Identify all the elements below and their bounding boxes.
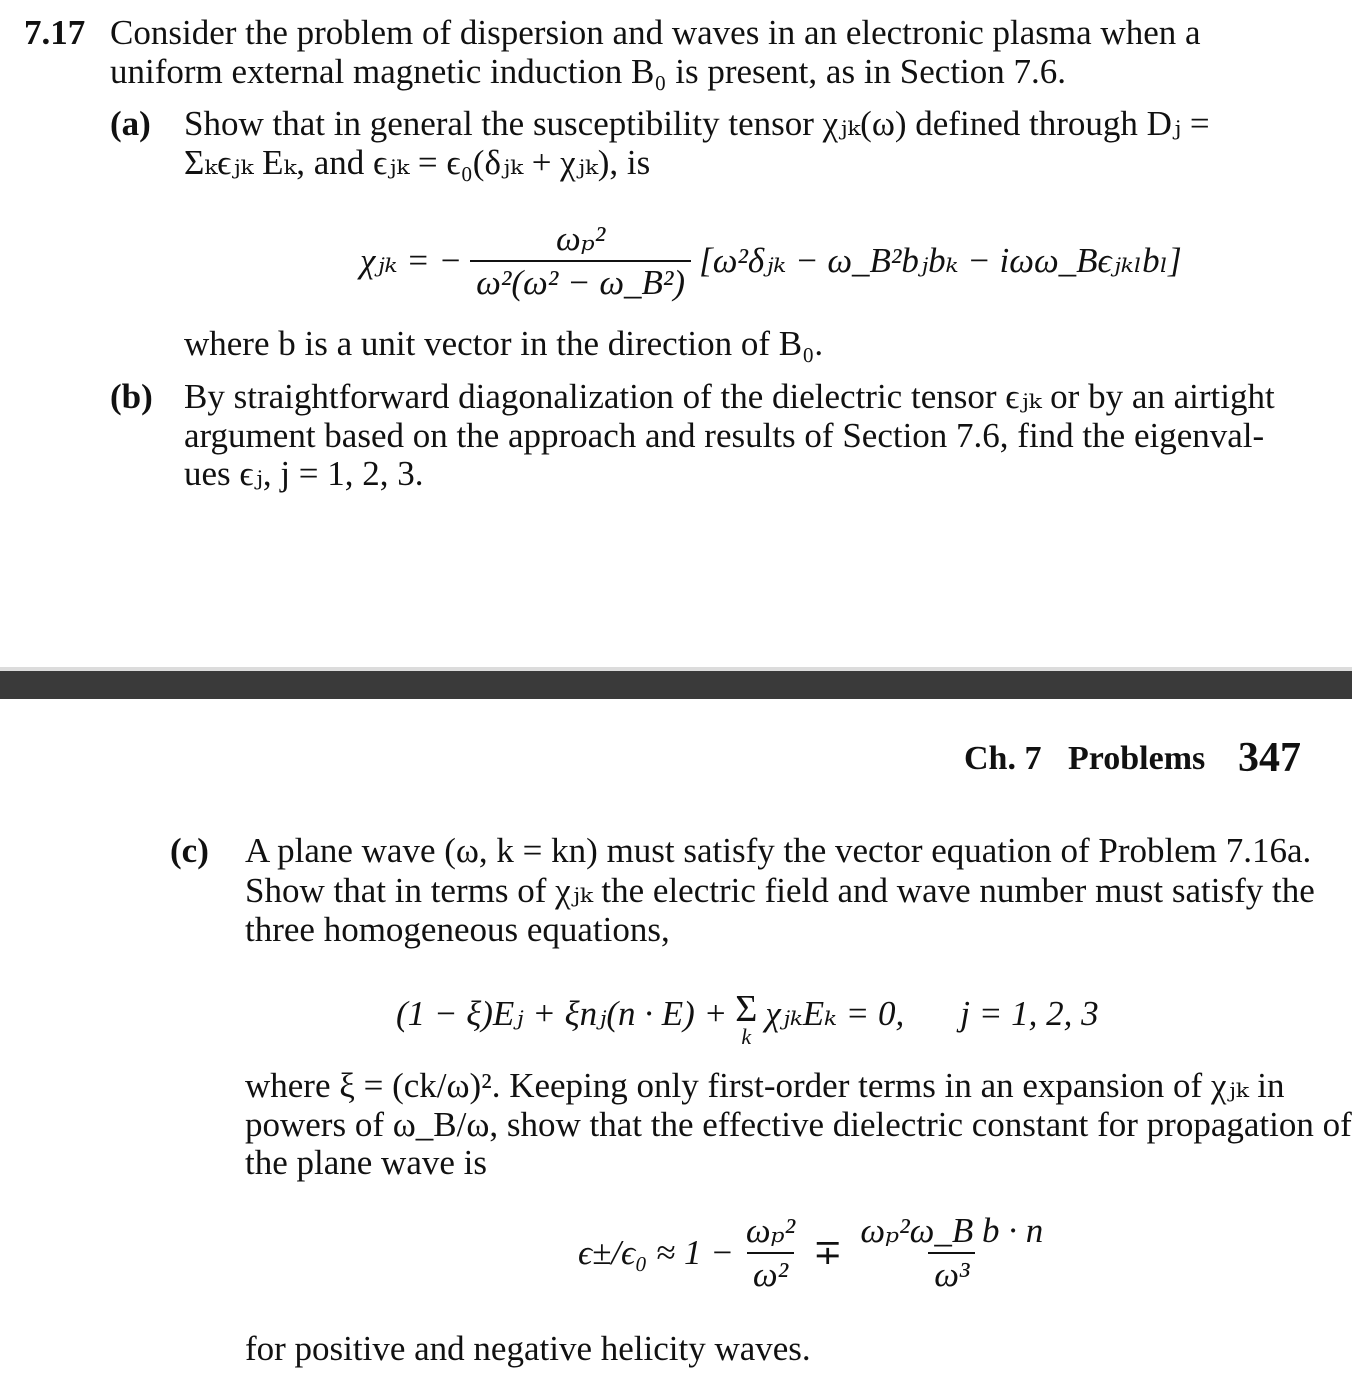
summation-sign: Σ (735, 988, 758, 1030)
page-divider (0, 671, 1352, 699)
susceptibility-equation-bracket: [ω²δⱼₖ − ω_B²bⱼbₖ − iωω_Bϵⱼₖₗbₗ] (699, 241, 1182, 280)
dielectric-fraction-2-numerator: ωₚ²ω_B b · n (860, 1211, 1044, 1250)
part-c-where-line-2: powers of ω_B/ω, show that the effective dielectric constant for propagation of (245, 1105, 1352, 1144)
part-a-label: (a) (110, 104, 151, 143)
intro-line-2: uniform external magnetic induction B₀ is present, as in Section 7.6. (110, 52, 1067, 91)
part-c-where-line-3: the plane wave is (245, 1143, 487, 1182)
problem-number: 7.17 (24, 13, 86, 52)
part-a-where-line: where b is a unit vector in the direction of B₀. (184, 324, 824, 363)
part-c-closing-line: for positive and negative helicity waves. (245, 1329, 811, 1368)
part-b-line-3: ues ϵⱼ, j = 1, 2, 3. (184, 454, 424, 493)
susceptibility-fraction-denominator: ω²(ω² − ω_B²) (470, 260, 691, 302)
dielectric-fraction-1 (740, 1212, 801, 1294)
summation-index: k (741, 1024, 752, 1049)
dielectric-equation-operator: ∓ (813, 1233, 843, 1272)
dielectric-fraction-1-numerator: ωₚ² (745, 1211, 796, 1250)
dielectric-fraction-1-denominator: ω² (747, 1252, 794, 1294)
part-a-line-1: Show that in general the susceptibility tensor χⱼₖ(ω) defined through Dⱼ = (184, 104, 1210, 143)
dielectric-fraction-2-denominator: ω³ (928, 1252, 975, 1294)
part-c-line-1: A plane wave (ω, k = kn) must satisfy the vector equation of Problem 7.16a. (245, 831, 1312, 870)
susceptibility-fraction (470, 220, 691, 302)
part-c-where-line-1: where ξ = (ck/ω)². Keeping only first-order terms in an expansion of χⱼₖ in (245, 1066, 1285, 1105)
susceptibility-equation-lhs: χⱼₖ = − (360, 241, 463, 280)
part-b-label: (b) (110, 377, 153, 416)
running-head-chapter: Ch. 7 (964, 740, 1042, 777)
summation (735, 990, 757, 1048)
susceptibility-fraction-numerator: ωₚ² (556, 219, 606, 258)
intro-line-1: Consider the problem of dispersion and waves in an electronic plasma when a (110, 13, 1201, 52)
running-head-section: Problems (1068, 740, 1206, 777)
homogeneous-equation-left: (1 − ξ)Eⱼ + ξnⱼ(n · E) + (396, 994, 728, 1033)
part-b-line-1: By straightforward diagonalization of the dielectric tensor ϵⱼₖ or by an airtight (184, 377, 1275, 416)
dielectric-fraction-2 (854, 1212, 1049, 1294)
part-c-line-2: Show that in terms of χⱼₖ the electric field and wave number must satisfy the (245, 871, 1315, 910)
dielectric-equation-lhs: ϵ±/ϵ₀ ≈ 1 − (578, 1233, 734, 1272)
homogeneous-equation (396, 980, 1099, 1048)
part-a-line-2: Σₖϵⱼₖ Eₖ, and ϵⱼₖ = ϵ₀(δⱼₖ + χⱼₖ), is (184, 143, 651, 182)
homogeneous-equation-right: χⱼₖEₖ = 0, (765, 994, 905, 1033)
susceptibility-equation (360, 220, 1182, 302)
part-b-line-2: argument based on the approach and results of Section 7.6, find the eigenval- (184, 416, 1265, 455)
part-c-line-3: three homogeneous equations, (245, 910, 670, 949)
page-number: 347 (1238, 735, 1301, 781)
dielectric-constant-equation (578, 1212, 1049, 1294)
homogeneous-equation-condition: j = 1, 2, 3 (960, 994, 1099, 1033)
part-c-label: (c) (170, 831, 209, 870)
